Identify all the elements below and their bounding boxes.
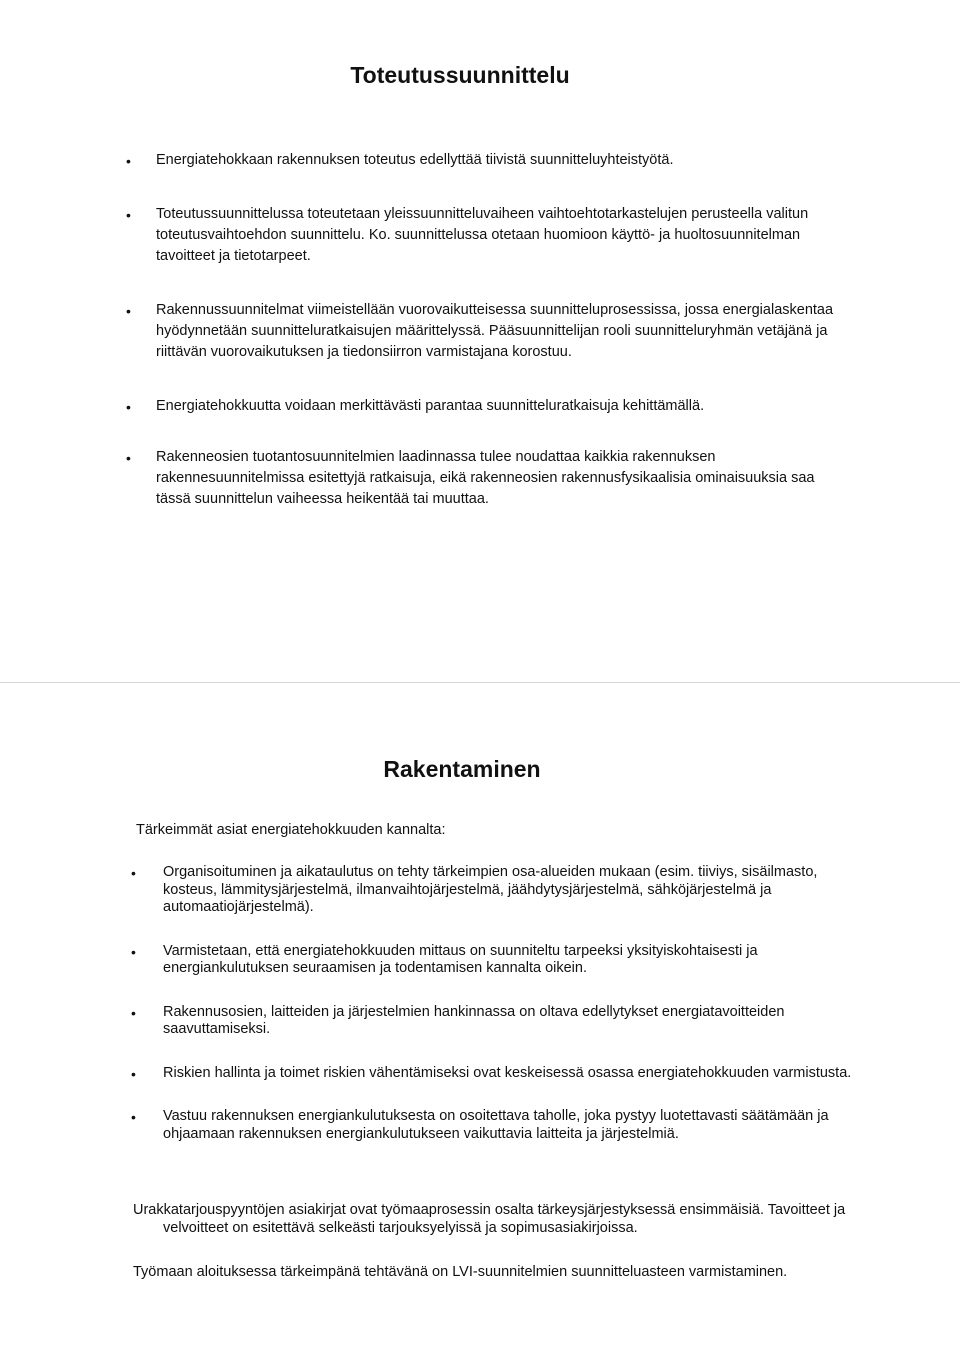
list-item <box>126 204 846 267</box>
page-divider <box>0 682 960 683</box>
bullet-icon: • <box>126 450 131 466</box>
bullet-list <box>131 864 853 1143</box>
list-item-text: Riskien hallinta ja toimet riskien vähentämiseksi ovat keskeisessä osassa energiatehokkuuden varmistusta. <box>163 1064 852 1081</box>
list-item-text: Rakennusosien, laitteiden ja järjestelmien hankinnassa on oltava edellytykset energiatavoitteiden saavuttamiseksi. <box>163 1003 785 1037</box>
bullet-list <box>126 150 846 510</box>
list-item-text: Varmistetaan, että energiatehokkuuden mittaus on suunniteltu tarpeeksi yksityiskohtaisesti ja energiankulutuksen seuraamisen ja todentamisen kannalta oikein. <box>163 942 758 976</box>
slide-rakentaminen <box>0 684 960 1367</box>
list-item-text: Toteutussuunnittelussa toteutetaan yleissuunnitteluvaiheen vaihtoehtotarkastelujen perusteella valitun toteutusvaihtoehdon suunnittelu. Ko. suunnittelussa otetaan huomioon käyttö- ja huoltosuunnitelman tavoitteet ja tietotarpeet. <box>156 206 809 264</box>
bullet-icon: • <box>131 1065 136 1082</box>
bullet-icon: • <box>131 865 136 881</box>
bullet-icon: • <box>131 1004 136 1021</box>
list-item <box>126 300 846 363</box>
paragraph-tender-documents: Urakkatarjouspyyntöjen asiakirjat ovat työmaaprosessin osalta tärkeysjärjestyksessä ensimmäisiä. Tavoitteet ja velvoitteet on esitettävä selkeästi tarjouksyelyissä ja sopimusasiakirjoissa. <box>133 1202 846 1236</box>
list-item <box>126 396 846 417</box>
slide-title: Toteutussuunnittelu <box>350 62 570 88</box>
list-item-text: Energiatehokkuutta voidaan merkittävästi parantaa suunnitteluratkaisuja kehittämällä. <box>156 398 705 414</box>
bullet-icon: • <box>126 153 131 169</box>
list-item-text: Organisoituminen ja aikataulutus on tehty tärkeimpien osa-alueiden mukaan (esim. tiiviys, sisäilmasto, kosteus, lämmitysjärjestelmä, ilmanvaihtojärjestelmä, jäähdytysjärjestelmä, sähköjärjestelmä ja automaatiojärjestelmä). <box>163 864 818 915</box>
paragraph-site-start: Työmaan aloituksessa tärkeimpänä tehtävänä on LVI-suunnitelmien suunnitteluasteen varmistaminen. <box>133 1264 788 1280</box>
list-item-text: Rakenneosien tuotantosuunnitelmien laadinnassa tulee noudattaa kaikkia rakennuksen rakennesuunnitelmissa esitettyjä ratkaisuja, eikä rakenneosien rakennusfysikaalisia ominaisuuksia saa tässä suunnittelun vaiheessa heikentää tai muuttaa. <box>156 449 815 507</box>
list-item <box>131 942 853 978</box>
list-item <box>131 864 853 917</box>
list-item <box>126 447 846 510</box>
slide-title: Rakentaminen <box>383 756 541 782</box>
list-item-text: Vastuu rakennuksen energiankulutuksesta on osoitettava taholle, joka pystyy luotettavasti säätämään ja ohjaamaan rakennuksen energiankulutukseen vaikuttavia laitteita ja järjestelmiä. <box>163 1108 829 1142</box>
list-item-text: Rakennussuunnitelmat viimeistellään vuorovaikutteisessa suunnitteluprosessissa, jossa energialaskentaa hyödynnetään suunnitteluratkaisujen määrittelyssä. Pääsuunnittelijan rooli suunnitteluryhmän vetäjänä ja riittävän vuorovaikutuksen ja tiedonsiirron varmistajana korostuu. <box>156 302 834 360</box>
bullet-icon: • <box>126 399 131 415</box>
list-item <box>131 1064 853 1083</box>
bullet-icon: • <box>131 943 136 960</box>
list-item <box>131 1003 853 1039</box>
list-item <box>126 150 846 171</box>
list-item <box>131 1108 853 1143</box>
list-item-text: Energiatehokkaan rakennuksen toteutus edellyttää tiivistä suunnitteluyhteistyötä. <box>156 152 674 168</box>
intro-text: Tärkeimmät asiat energiatehokkuuden kannalta: <box>136 822 446 838</box>
slide-toteutussuunnittelu <box>0 0 960 682</box>
bullet-icon: • <box>126 207 131 223</box>
bullet-icon: • <box>131 1109 136 1125</box>
bullet-icon: • <box>126 303 131 319</box>
